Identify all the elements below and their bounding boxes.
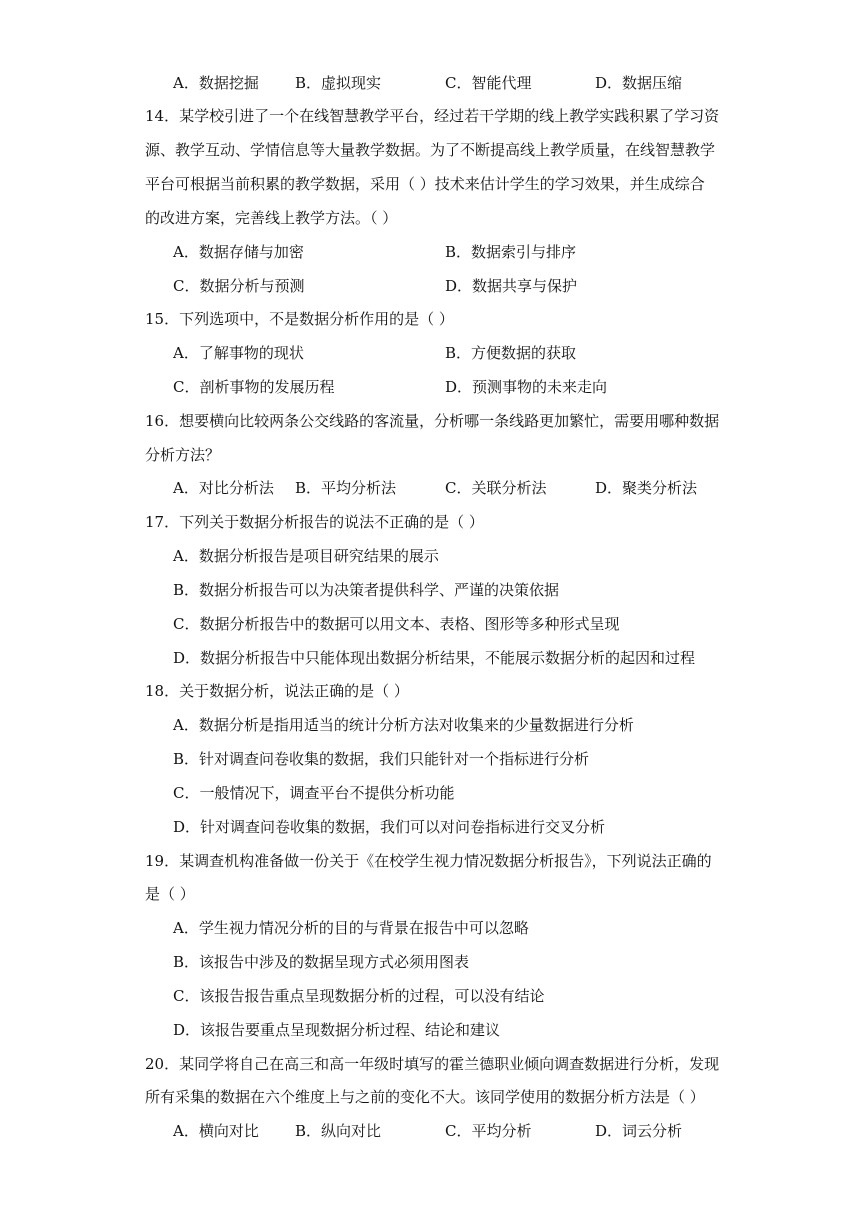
q17-stem-line-1: 17．下列关于数据分析报告的说法不正确的是（ ） [145, 513, 484, 531]
q14-option-a: A．数据存储与加密 [173, 243, 304, 261]
q19-option-b: B．该报告中涉及的数据呈现方式必须用图表 [173, 953, 470, 971]
q17-option-a: A．数据分析报告是项目研究结果的展示 [173, 547, 439, 565]
q15-option-d: D．预测事物的未来走向 [445, 378, 608, 396]
q15-option-a: A．了解事物的现状 [173, 344, 304, 362]
q14-stem-line-4: 的改进方案，完善线上教学方法。（ ） [145, 209, 398, 227]
q16-option-d: D．聚类分析法 [595, 479, 698, 497]
q18-option-c: C．一般情况下，调查平台不提供分析功能 [173, 784, 455, 802]
q16-stem-line-1: 16．想要横向比较两条公交线路的客流量，分析哪一条线路更加繁忙，需要用哪种数据 [145, 412, 720, 430]
q20-option-d: D．词云分析 [595, 1122, 683, 1140]
q19-option-c: C．该报告报告重点呈现数据分析的过程，可以没有结论 [173, 987, 545, 1005]
q20-stem-line-1: 20．某同学将自己在高三和高一年级时填写的霍兰德职业倾向调查数据进行分析，发现 [145, 1055, 720, 1073]
q14-option-c: C．数据分析与预测 [173, 277, 305, 295]
q19-option-d: D．该报告要重点呈现数据分析过程、结论和建议 [173, 1021, 501, 1039]
q19-stem-line-2: 是（ ） [145, 885, 195, 903]
q20-stem-line-2: 所有采集的数据在六个维度上与之前的变化不大。该同学使用的数据分析方法是（ ） [145, 1088, 705, 1106]
q16-option-c: C．关联分析法 [445, 479, 547, 497]
q15-option-b: B．方便数据的获取 [445, 344, 577, 362]
q15-option-c: C．剖析事物的发展历程 [173, 378, 335, 396]
q20-option-c: C．平均分析 [445, 1122, 532, 1140]
q16-option-b: B．平均分析法 [295, 479, 397, 497]
q16-option-a: A．对比分析法 [173, 479, 274, 497]
q17-option-c: C．数据分析报告中的数据可以用文本、表格、图形等多种形式呈现 [173, 615, 620, 633]
q18-option-b: B．针对调查问卷收集的数据，我们只能针对一个指标进行分析 [173, 750, 590, 768]
q16-stem-line-2: 分析方法？ [145, 446, 221, 464]
q14-option-b: B．数据索引与排序 [445, 243, 577, 261]
q19-stem-line-1: 19．某调查机构准备做一份关于《在校学生视力情况数据分析报告》，下列说法正确的 [145, 852, 712, 870]
q18-option-a: A．数据分析是指用适当的统计分析方法对收集来的少量数据进行分析 [173, 716, 634, 734]
q13-option-c: C．智能代理 [445, 74, 532, 92]
q17-option-b: B．数据分析报告可以为决策者提供科学、严谨的决策依据 [173, 581, 560, 599]
q18-stem-line-1: 18．关于数据分析，说法正确的是（ ） [145, 682, 409, 700]
q15-stem-line-1: 15．下列选项中，不是数据分析作用的是（ ） [145, 310, 454, 328]
q14-option-d: D．数据共享与保护 [445, 277, 578, 295]
q14-stem-line-3: 平台可根据当前积累的教学数据，采用（ ）技术来估计学生的学习效果，并生成综合 [145, 175, 705, 193]
q19-option-a: A．学生视力情况分析的目的与背景在报告中可以忽略 [173, 919, 529, 937]
q13-option-a: A．数据挖掘 [173, 74, 259, 92]
q20-option-a: A．横向对比 [173, 1122, 259, 1140]
q14-stem-line-1: 14．某学校引进了一个在线智慧教学平台，经过若干学期的线上教学实践积累了学习资 [145, 107, 720, 125]
q18-option-d: D．针对调查问卷收集的数据，我们可以对问卷指标进行交叉分析 [173, 818, 606, 836]
q17-option-d: D．数据分析报告中只能体现出数据分析结果，不能展示数据分析的起因和过程 [173, 649, 696, 667]
q13-option-d: D．数据压缩 [595, 74, 683, 92]
q13-option-b: B．虚拟现实 [295, 74, 382, 92]
q20-option-b: B．纵向对比 [295, 1122, 382, 1140]
q14-stem-line-2: 源、教学互动、学情信息等大量教学数据。为了不断提高线上教学质量，在线智慧教学 [145, 141, 716, 159]
